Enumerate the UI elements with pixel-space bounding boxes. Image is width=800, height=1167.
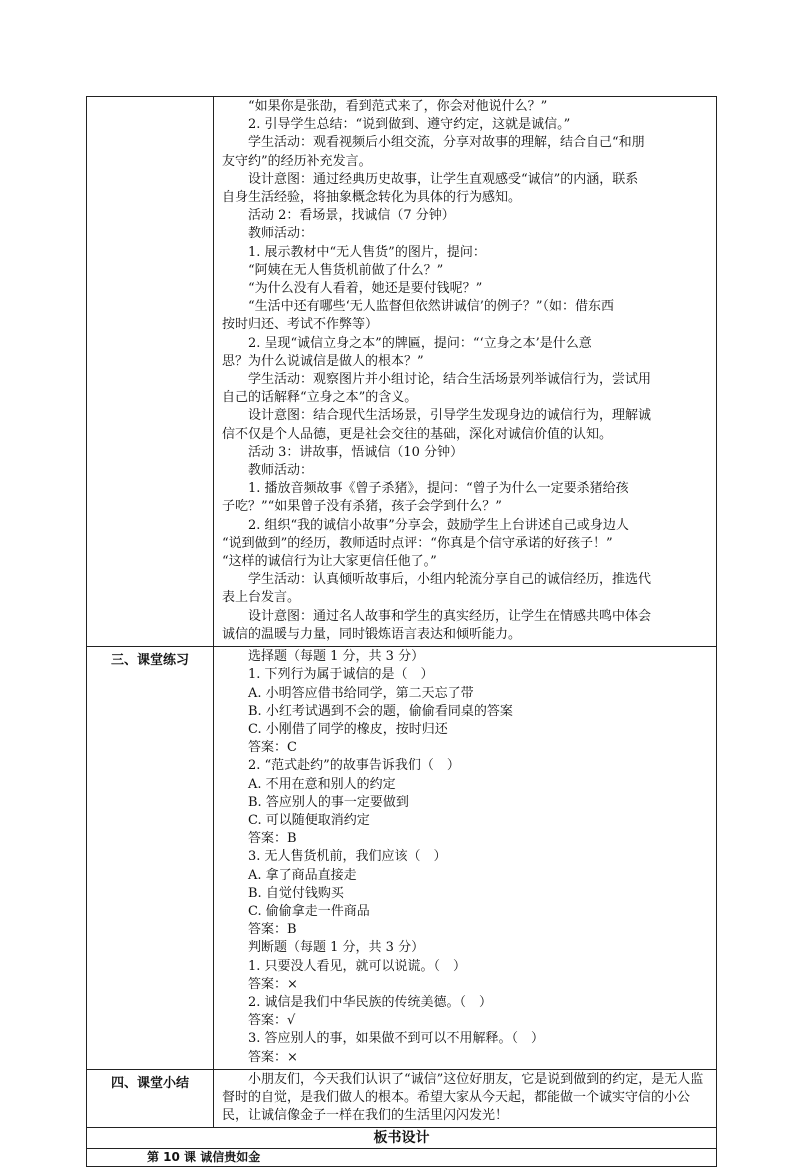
activity-line: 活动 2：看场景，找诚信（7 分钟） (248, 208, 455, 224)
activity-line: 思？为什么说诚信是做人的根本？” (222, 353, 424, 369)
practice-line: 答案：√ (248, 1013, 296, 1029)
lesson-plan-page (86, 96, 717, 1167)
activity-line: 1. 展示教材中“无人售货”的图片，提问： (248, 244, 486, 260)
practice-line: 3. 无人售货机前，我们应该（ ） (248, 849, 447, 865)
summary-row (87, 1069, 717, 1128)
activity-line: 活动 3：讲故事，悟诚信（10 分钟） (248, 444, 464, 460)
activity-line: 教师活动： (248, 226, 314, 242)
activity-line: 按时归还、考试不作弊等） (222, 317, 379, 333)
board-title-row (87, 1128, 717, 1149)
board-subtitle: 第 10 课 诚信贵如金 (87, 1149, 717, 1167)
practice-line: C. 偷偷拿走一件商品 (248, 903, 370, 919)
practice-line: 选择题（每题 1 分，共 3 分） (248, 649, 425, 665)
practice-line: 答案：B (248, 922, 297, 938)
activity-line: “如果你是张劭，看到范式来了，你会对他说什么？” (248, 99, 548, 114)
practice-line: C. 可以随便取消约定 (248, 812, 370, 828)
practice-line: 答案：× (248, 976, 298, 992)
practice-label: 三、课堂练习 (87, 647, 214, 1070)
activity-line: 1. 播放音频故事《曾子杀猪》，提问：“曾子为什么一定要杀猪给孩 (248, 481, 629, 497)
activity-line: 子吃？”“如果曾子没有杀猪，孩子会学到什么？” (222, 499, 502, 515)
activity-line: “这样的诚信行为让大家更信任他了。” (222, 554, 437, 570)
practice-row (87, 647, 717, 1070)
practice-line: 3. 答应别人的事，如果做不到可以不用解释。（ ） (248, 1031, 545, 1047)
activity-line: 2. 组织“我的诚信小故事”分享会，鼓励学生上台讲述自己或身边人 (248, 517, 629, 533)
activity-line: 2. 呈现“诚信立身之本”的牌匾，提问：“‘立身之本’是什么意 (248, 335, 592, 351)
activity-line: 友守约”的经历补充发言。 (222, 153, 372, 169)
activity-line: “说到做到”的经历，教师适时点评：“你真是个信守承诺的好孩子！” (222, 535, 613, 551)
activity-line: 表上台发言。 (222, 590, 301, 606)
practice-line: 答案：× (248, 1049, 298, 1065)
practice-line: A. 小明答应借书给同学，第二天忘了带 (248, 685, 474, 701)
practice-line: 1. 下列行为属于诚信的是（ ） (248, 667, 434, 683)
activity-line: 学生活动：观看视频后小组交流，分享对故事的理解，结合自己“和朋 (248, 135, 645, 151)
board-title: 板书设计 (87, 1128, 717, 1149)
activity-line: 信不仅是个人品德，更是社会交往的基础，深化对诚信价值的认知。 (222, 426, 613, 442)
practice-line: 答案：C (248, 740, 297, 756)
activity-line: 自身生活经验，将抽象概念转化为具体的行为感知。 (222, 190, 522, 206)
activity-line: 诚信的温暖与力量，同时锻炼语言表达和倾听能力。 (222, 626, 522, 642)
activity-label-cell (87, 97, 214, 647)
activity-line: 设计意图：通过名人故事和学生的真实经历，让学生在情感共鸣中体会 (248, 608, 652, 624)
summary-label: 四、课堂小结 (87, 1069, 214, 1128)
summary-content-cell (214, 1069, 717, 1128)
activity-line: “阿姨在无人售货机前做了什么？” (248, 262, 444, 278)
practice-line: A. 不用在意和别人的约定 (248, 776, 396, 792)
practice-line: C. 小刚借了同学的橡皮，按时归还 (248, 721, 448, 737)
practice-line: B. 自觉付钱购买 (248, 885, 344, 901)
practice-line: B. 答应别人的事一定要做到 (248, 794, 409, 810)
activity-line: 2. 引导学生总结：“说到做到、遵守约定，这就是诚信。” (248, 117, 571, 133)
practice-line: A. 拿了商品直接走 (248, 867, 357, 883)
activity-line: “为什么没有人看着，她还是要付钱呢？” (248, 281, 483, 297)
activity-content-cell (214, 97, 717, 647)
lesson-plan-table (86, 96, 717, 1167)
activity-line: 设计意图：通过经典历史故事，让学生直观感受“诚信”的内涵，联系 (248, 171, 639, 187)
activity-line: 设计意图：结合现代生活场景，引导学生发现身边的诚信行为，理解诚 (248, 408, 652, 424)
practice-line: 1. 只要没人看见，就可以说谎。（ ） (248, 958, 467, 974)
activity-line: 教师活动： (248, 463, 314, 479)
board-subtitle-row (87, 1149, 717, 1167)
practice-content-cell (214, 647, 717, 1070)
practice-line: 2. “范式赴约”的故事告诉我们（ ） (248, 758, 460, 774)
activity-line: 学生活动：观察图片并小组讨论，结合生活场景列举诚信行为，尝试用 (248, 372, 652, 388)
activity-row (87, 97, 717, 647)
activity-line: 自己的话解释“立身之本”的含义。 (222, 390, 418, 406)
activity-line: “生活中还有哪些‘无人监督但依然讲诚信’的例子？”（如：借东西 (248, 299, 615, 315)
practice-line: 判断题（每题 1 分，共 3 分） (248, 940, 425, 956)
practice-line: 2. 诚信是我们中华民族的传统美德。（ ） (248, 994, 493, 1010)
summary-text: 小朋友们，今天我们认识了“诚信”这位好朋友，它是说到做到的约定，是无人监督时的自觉，是我们做人的根本。希望大家从今天起，都能做一个诚实守信的小公民，让诚信像金子一样在我们的生活里闪闪发光！ (222, 1071, 704, 1124)
practice-line: B. 小红考试遇到不会的题，偷偷看同桌的答案 (248, 703, 513, 719)
practice-line: 答案：B (248, 831, 297, 847)
activity-line: 学生活动：认真倾听故事后，小组内轮流分享自己的诚信经历，推选代 (248, 572, 652, 588)
